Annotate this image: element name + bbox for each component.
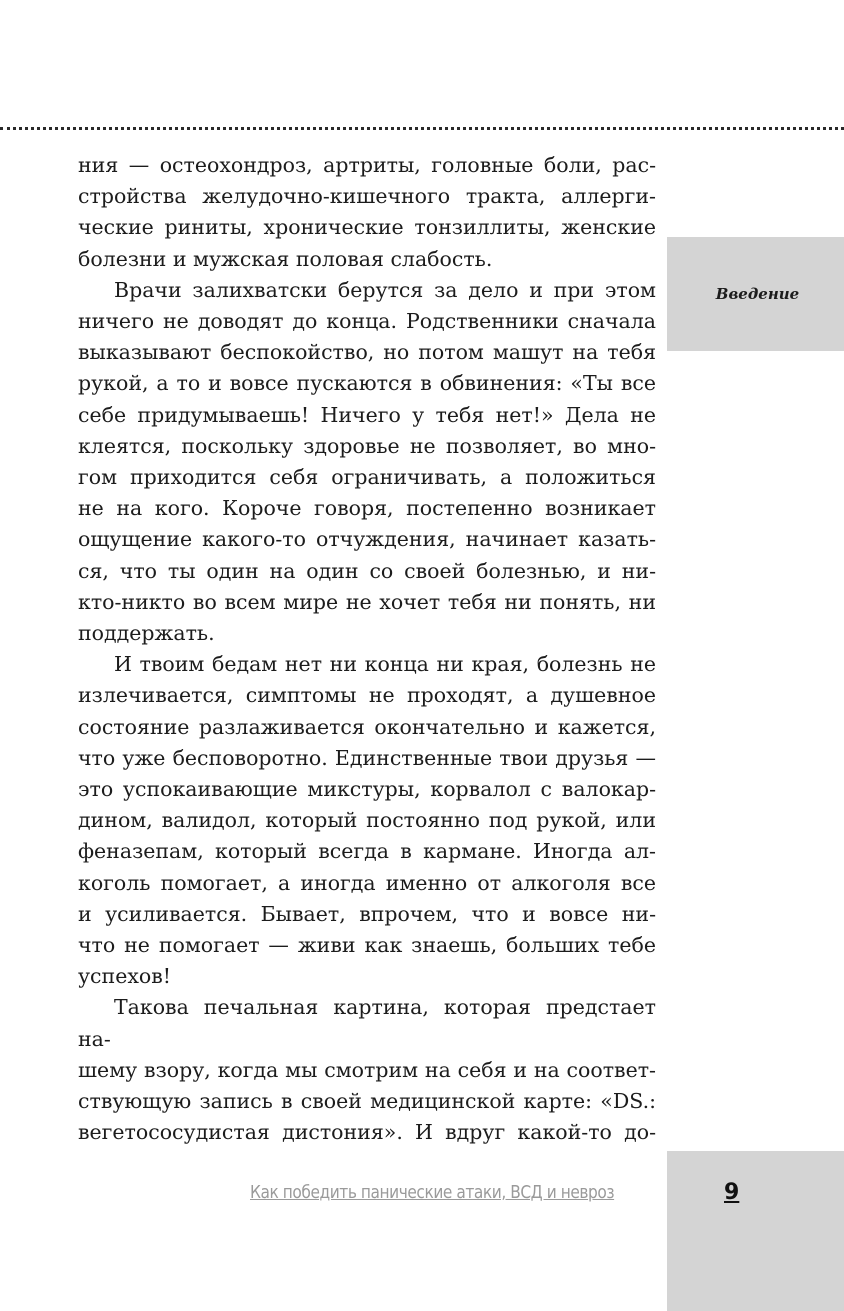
paragraph	[78, 992, 656, 1148]
paragraph	[78, 275, 656, 649]
text-line: И твоим бедам нет ни конца ни края, болезнь не	[114, 652, 656, 677]
text-line: болезни и мужская половая слабость.	[78, 246, 493, 271]
page-number-tab	[667, 1151, 844, 1311]
text-line: выказывают беспокойство, но потом машут на тебя	[78, 340, 656, 365]
text-line: состояние разлаживается окончательно и кажется,	[78, 714, 656, 739]
text-line: ния — остеохондроз, артриты, головные боли, рас-	[78, 153, 656, 177]
text-line: гом приходится себя ограничивать, а положиться	[78, 465, 656, 490]
paragraph	[78, 150, 656, 275]
text-line: клеятся, поскольку здоровье не позволяет, во мно-	[78, 433, 656, 458]
section-tab	[667, 237, 844, 351]
text-line: что уже бесповоротно. Единственные твои друзья —	[78, 745, 656, 770]
text-line: дином, валидол, который постоянно под рукой, или	[78, 808, 656, 833]
text-line: рукой, а то и вовсе пускаются в обвинения: «Ты все	[78, 371, 656, 396]
text-line: поддержать.	[78, 621, 215, 646]
text-line: ческие риниты, хронические тонзиллиты, женские	[78, 215, 656, 240]
text-line: и усиливается. Бывает, впрочем, что и вовсе ни-	[78, 901, 656, 926]
text-line: это успокаивающие микстуры, корвалол с валокар-	[78, 777, 656, 802]
footer-book-title[interactable]: Как победить панические атаки, ВСД и невроз	[250, 1183, 615, 1203]
text-line: себе придумываешь! Ничего у тебя нет!» Дела не	[78, 402, 656, 427]
text-line: ощущение какого-то отчуждения, начинает казать-	[78, 527, 656, 552]
text-line: успехов!	[78, 964, 172, 989]
text-line: ствующую запись в своей медицинской карте: «DS.:	[78, 1089, 656, 1114]
page-number: 9	[724, 1180, 740, 1205]
text-line: коголь помогает, а иногда именно от алкоголя все	[78, 870, 656, 895]
text-line: Такова печальная картина, которая предстает на-	[78, 995, 656, 1051]
text-line: излечивается, симптомы не проходят, а душевное	[78, 683, 656, 708]
section-tab-label: Введение	[715, 285, 800, 303]
body-text	[78, 150, 656, 1149]
text-line: что не помогает — живи как знаешь, больших тебе	[78, 933, 656, 958]
text-line: феназепам, который всегда в кармане. Иногда ал-	[78, 839, 656, 864]
header-dotted-rule	[0, 127, 844, 130]
text-line: Врачи залихватски берутся за дело и при этом	[114, 277, 656, 302]
paragraph	[78, 649, 656, 992]
text-line: стройства желудочно-кишечного тракта, аллерги-	[78, 184, 656, 209]
text-line: кто-никто во всем мире не хочет тебя ни понять, ни	[78, 589, 656, 614]
text-line: ничего не доводят до конца. Родственники сначала	[78, 309, 656, 334]
text-line: ся, что ты один на один со своей болезнью, и ни-	[78, 558, 656, 583]
text-line: вегетососудистая дистония». И вдруг какой-то до-	[78, 1120, 656, 1145]
text-line: не на кого. Короче говоря, постепенно возникает	[78, 496, 656, 521]
text-line: шему взору, когда мы смотрим на себя и на соответ-	[78, 1057, 656, 1082]
